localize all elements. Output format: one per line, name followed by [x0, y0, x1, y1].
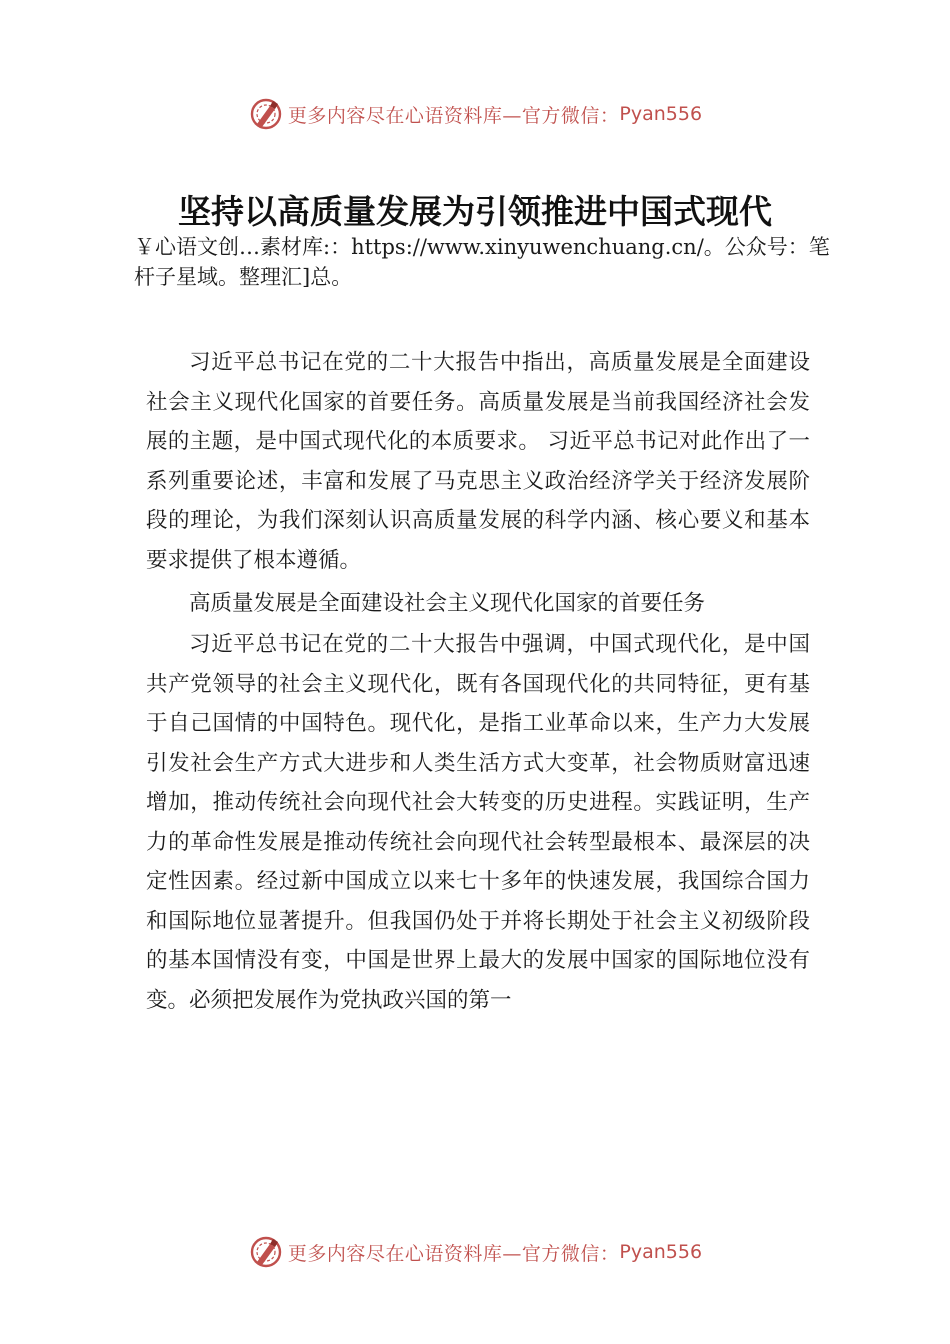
wechat-id: Pyan556 [619, 1241, 703, 1263]
document-body [146, 343, 810, 1020]
footer-banner [0, 1232, 950, 1272]
paragraph: 习近平总书记在党的二十大报告中指出，高质量发展是全面建设社会主义现代化国家的首要任务。高质量发展是当前我国经济社会发展的主题，是中国式现代化的本质要求。 习近平总书记对此作出了一系列重要论述，丰富和发展了马克思主义政治经济学关于经济发展阶段的理论，为我们深刻认识高质量发展的科学内涵、核心要义和基本要求提供了根本遵循。 [146, 350, 810, 573]
pen-nib-icon [248, 1234, 284, 1270]
section-heading: 高质量发展是全面建设社会主义现代化国家的首要任务 [189, 591, 706, 616]
banner-text: 更多内容尽在心语资料库—官方微信： [287, 1242, 620, 1265]
banner-text: 更多内容尽在心语资料库—官方微信： [287, 104, 620, 127]
pen-nib-icon [248, 96, 284, 132]
wechat-id: Pyan556 [619, 103, 703, 125]
paragraph: 习近平总书记在党的二十大报告中强调，中国式现代化，是中国共产党领导的社会主义现代化，既有各国现代化的共同特征，更有基于自己国情的中国特色。现代化，是指工业革命以来，生产力大发展引发社会生产方式大进步和人类生活方式大变革，社会物质财富迅速增加，推动传统社会向现代社会大转变的历史进程。实践证明，生产力的革命性发展是推动传统社会向现代社会转型最根本、最深层的决定性因素。经过新中国成立以来七十多年的快速发展，我国综合国力和国际地位显著提升。但我国仍处于并将长期处于社会主义初级阶段的基本国情没有变，中国是世界上最大的发展中国家的国际地位没有变。必须把发展作为党执政兴国的第一 [146, 632, 810, 1013]
header-banner [0, 94, 950, 134]
source-line: ￥心语文创…素材库:：https://www.xinyuwenchuang.cn/。公众号：笔杆子星域。整理汇]总。 [134, 235, 830, 289]
document-title: 坚持以高质量发展为引领推进中国式现代 [178, 192, 772, 231]
